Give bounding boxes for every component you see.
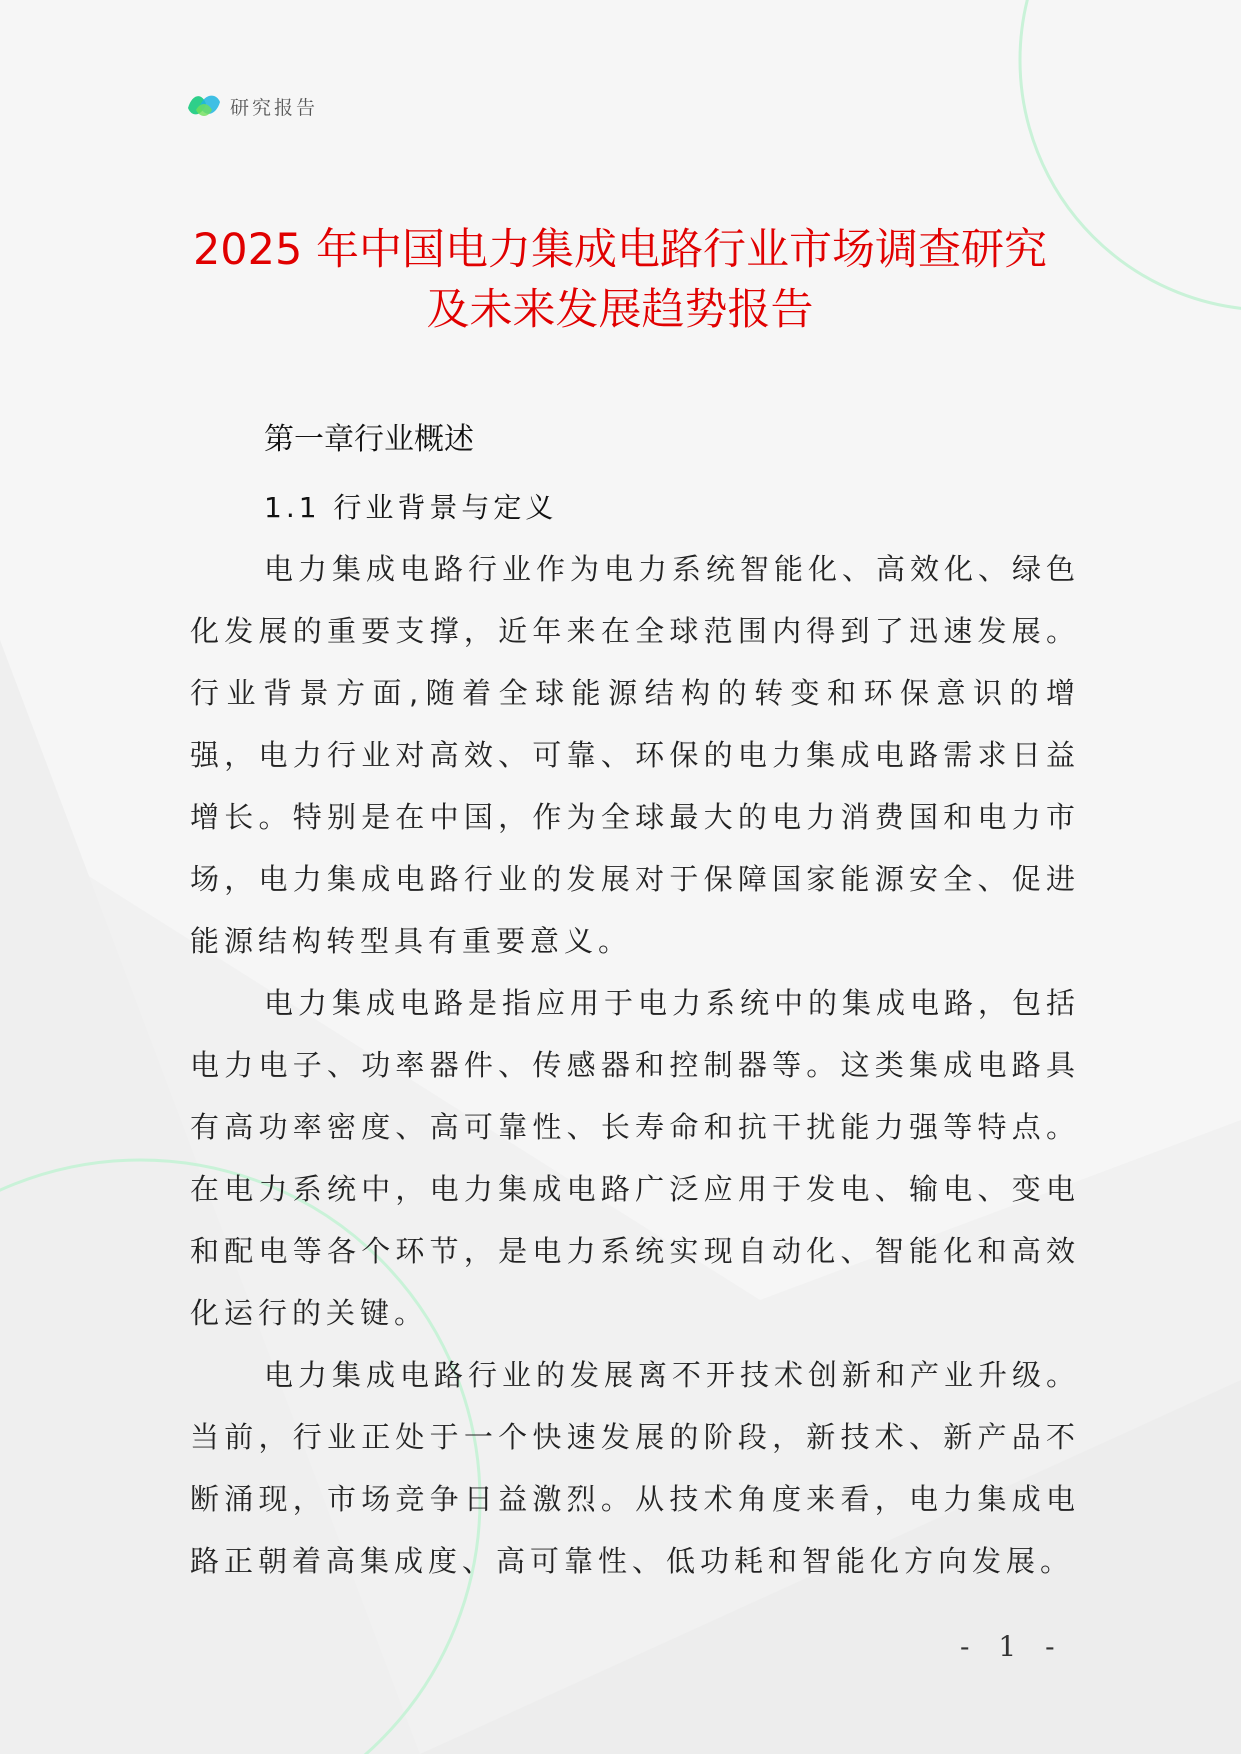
- paragraph-2: 电力集成电路是指应用于电力系统中的集成电路，包括电力电子、功率器件、传感器和控制器等。这类集成电路具有高功率密度、高可靠性、长寿命和抗干扰能力强等特点。在电力系统中，电力集成电路广泛应用于发电、输电、变电和配电等各个环节，是电力系统实现自动化、智能化和高效化运行的关键。: [190, 986, 1081, 1330]
- leaf-logo-icon: [186, 90, 222, 122]
- page-number: - 1 -: [960, 1630, 1065, 1663]
- brand-label: 研究报告: [230, 96, 319, 119]
- paragraph-1: 电力集成电路行业作为电力系统智能化、高效化、绿色化发展的重要支撑，近年来在全球范围内得到了迅速发展。行业背景方面,随着全球能源结构的转变和环保意识的增强，电力行业对高效、可靠、环保的电力集成电路需求日益增长。特别是在中国，作为全球最大的电力消费国和电力市场，电力集成电路行业的发展对于保障国家能源安全、促进能源结构转型具有重要意义。: [190, 552, 1081, 958]
- paragraph-3: 电力集成电路行业的发展离不开技术创新和产业升级。当前，行业正处于一个快速发展的阶段，新技术、新产品不断涌现，市场竞争日益激烈。从技术角度来看，电力集成电路正朝着高集成度、高可靠性、低功耗和智能化方向发展。: [190, 1358, 1081, 1578]
- header-brand: [186, 90, 318, 122]
- chapter-title: 第一章行业概述: [264, 422, 474, 457]
- report-title: 2025 年中国电力集成电路行业市场调查研究及未来发展趋势报告: [192, 225, 1048, 335]
- section-title: 1.1 行业背景与定义: [264, 491, 558, 524]
- document-body: [190, 410, 1080, 1592]
